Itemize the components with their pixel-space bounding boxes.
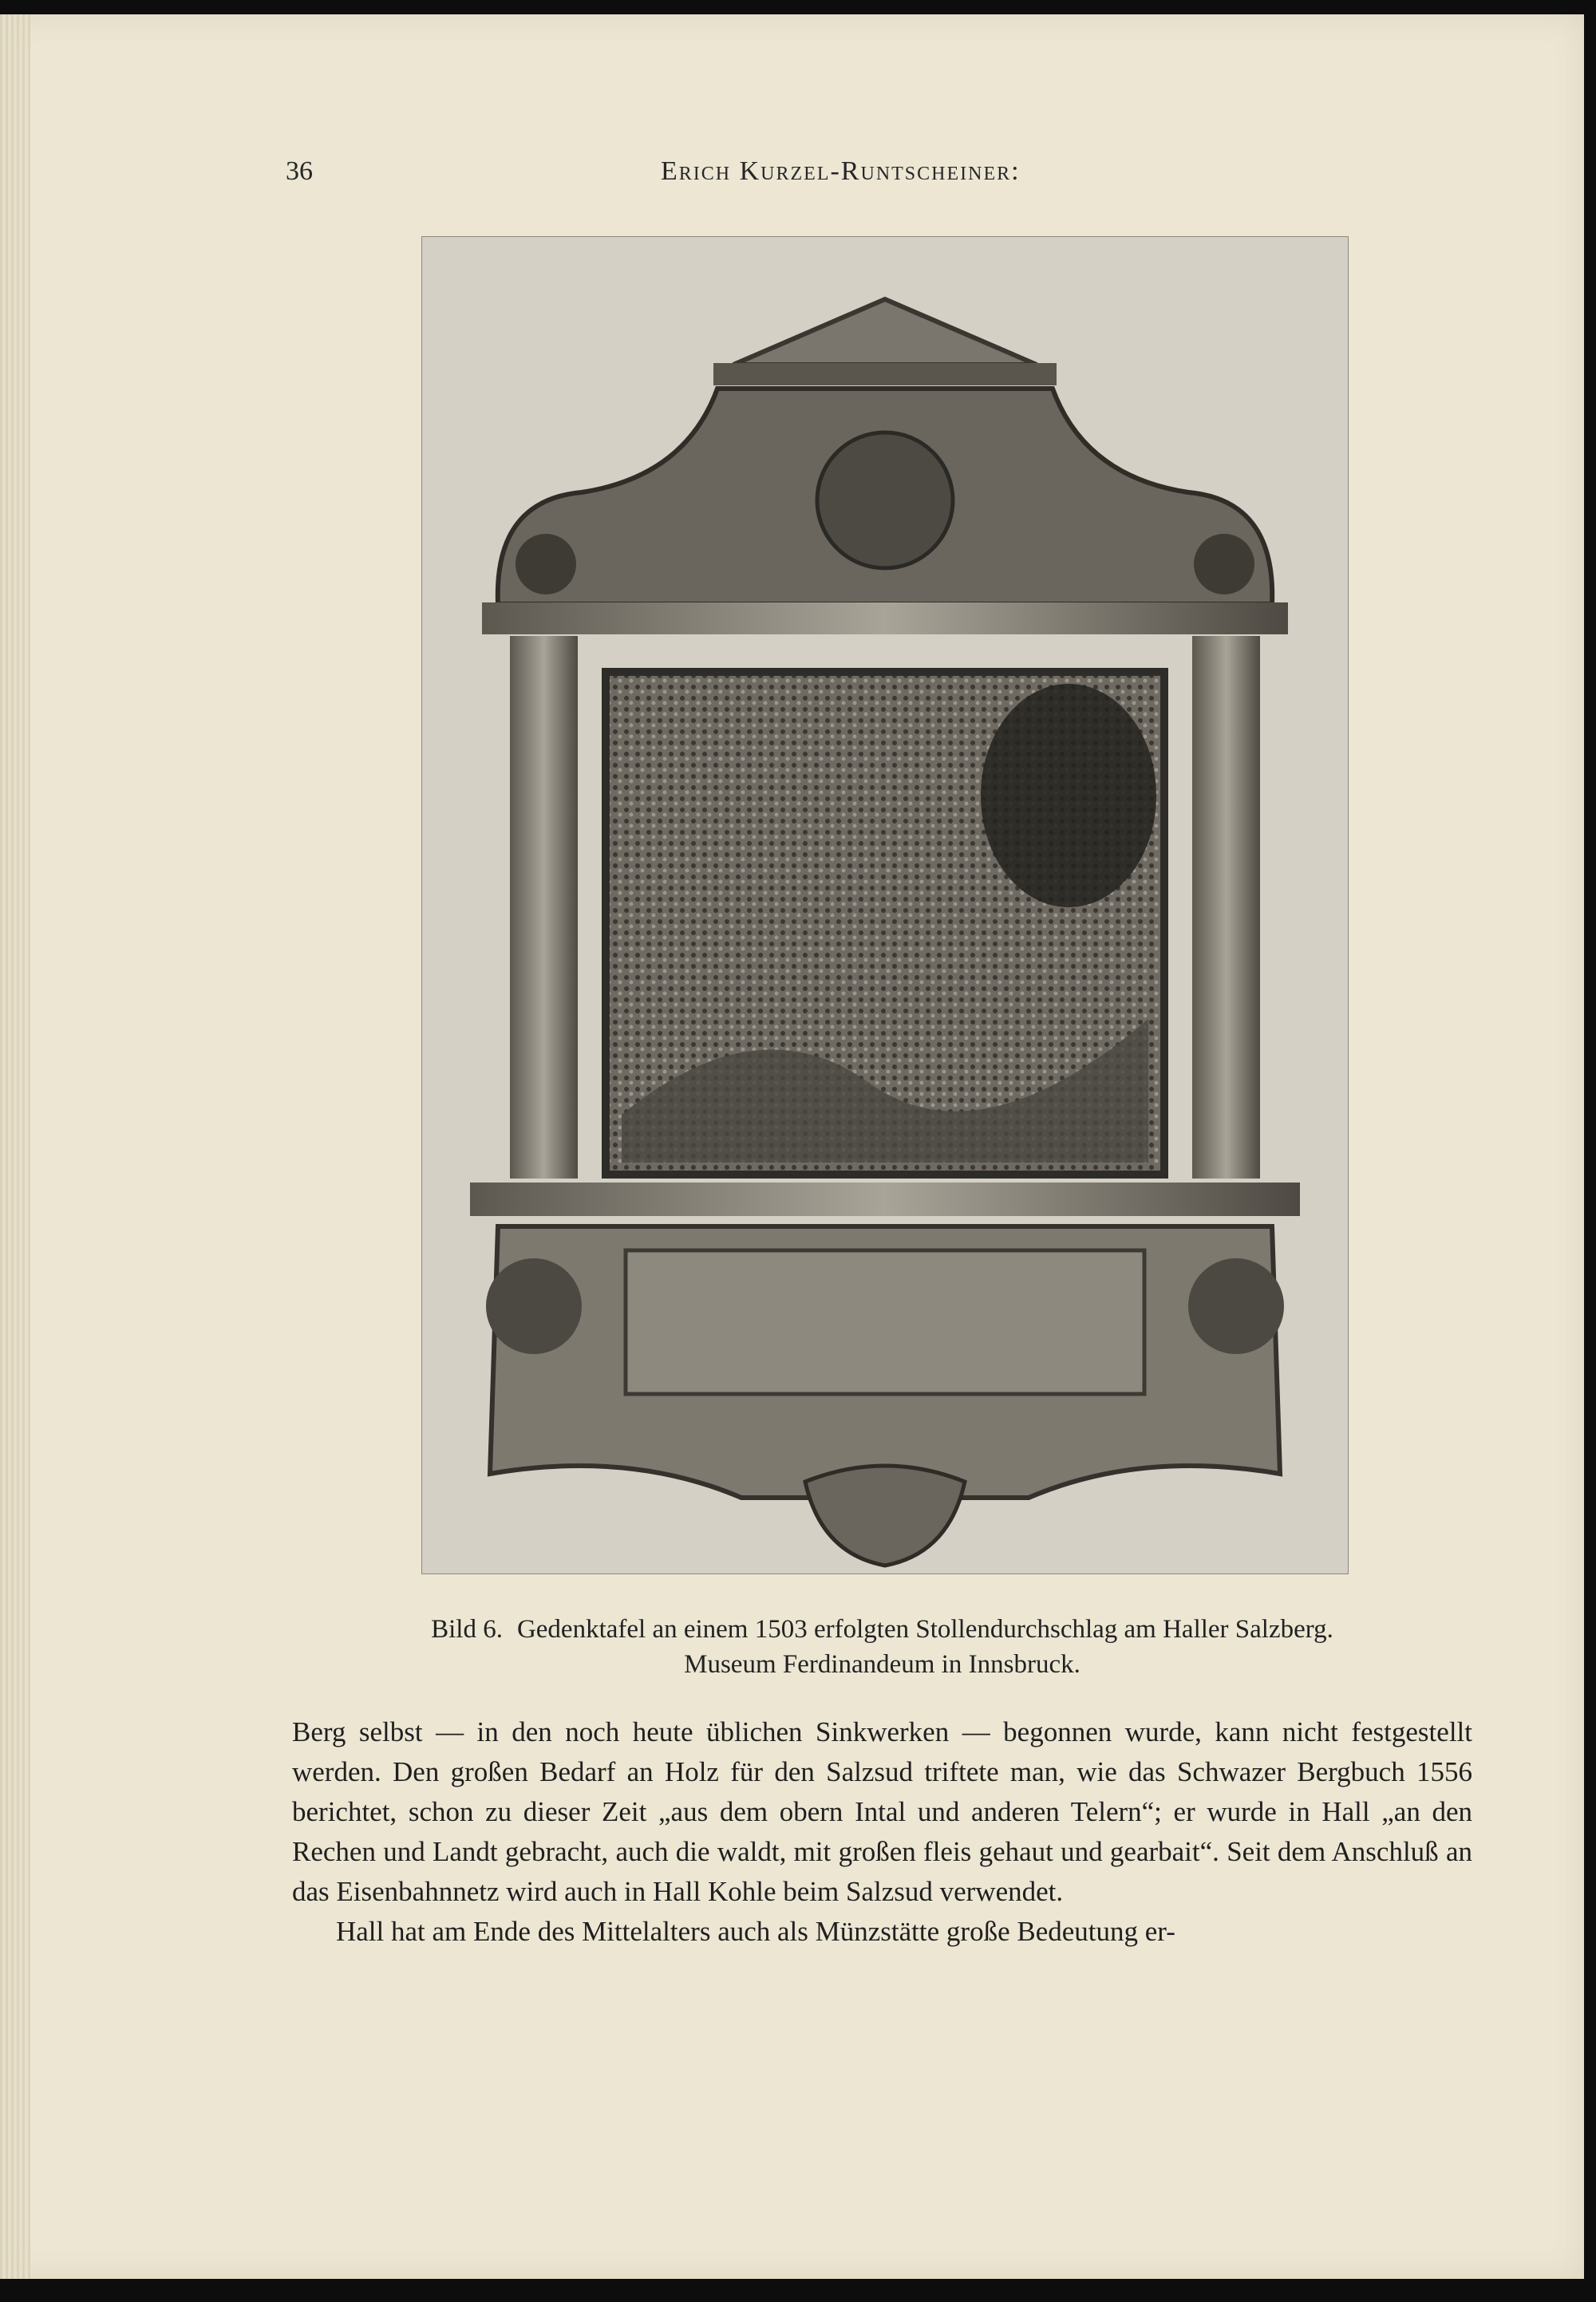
book-page — [0, 14, 1584, 2279]
figure-caption — [292, 1612, 1472, 1682]
page-spine-edge — [0, 14, 30, 2279]
paragraph-1: Berg selbst — in den noch heute üblichen Sinkwerken — begonnen wurde, kann nicht festgestellt werden. Den großen Bedarf an Holz für den Salzsud triftete man, wie das Schwazer Bergbuch 1556 berichtet, schon zu dieser Zeit „aus dem obern Intal und anderen Telern“; er wurde in Hall „an den Rechen und Landt gebracht, auch die waldt, mit großen fleis gehaut und gearbait“. Seit dem Anschluß an das Eisenbahnnetz wird auch in Hall Kohle beim Salzsud verwendet. — [292, 1716, 1472, 1907]
page-header — [286, 156, 1452, 196]
caption-line-2: Museum Ferdinandeum in Innsbruck. — [684, 1650, 1080, 1679]
caption-text-1: Gedenktafel an einem 1503 erfolgten Stollendurchschlag am Haller Salzberg. — [516, 1615, 1333, 1644]
paragraph-2: Hall hat am Ende des Mittelalters auch als Münzstätte große Bedeutung er- — [336, 1916, 1175, 1947]
page-number: 36 — [286, 156, 313, 186]
running-head: Erich Kurzel-Runtscheiner: — [661, 156, 1021, 186]
caption-line-1 — [292, 1612, 1472, 1647]
body-text — [292, 1712, 1472, 1952]
memorial-plaque-image — [422, 237, 1348, 1573]
figure-photograph — [421, 236, 1349, 1574]
figure-label: Bild 6. — [431, 1615, 503, 1644]
